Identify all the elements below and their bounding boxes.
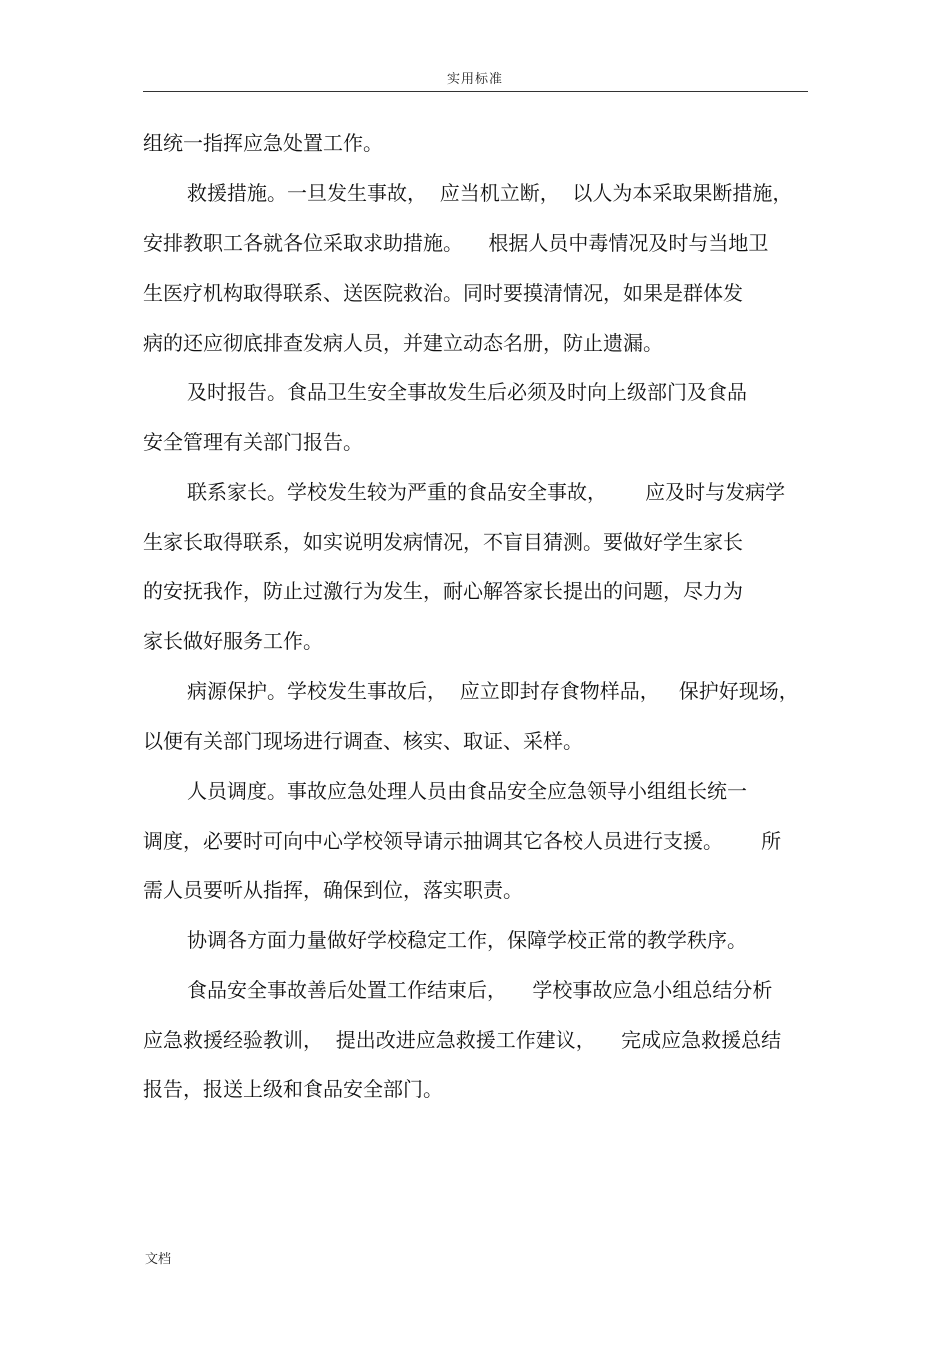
- body-line: 生医疗机构取得联系、送医院救治。同时要摸清情况，如果是群体发: [143, 281, 743, 305]
- body-line: 调度，必要时可向中心学校领导请示抽调其它各校人员进行支援。 所: [143, 829, 782, 853]
- body-line: 应急救援经验教训， 提出改进应急救援工作建议， 完成应急救援总结: [143, 1028, 782, 1052]
- body-line: 食品安全事故善后处置工作结束后， 学校事故应急小组总结分析: [187, 978, 773, 1002]
- body-line: 需人员要听从指挥，确保到位，落实职责。: [143, 878, 523, 902]
- body-line: 人员调度。事故应急处理人员由食品安全应急领导小组组长统一: [187, 779, 747, 803]
- header-divider: [143, 91, 808, 92]
- body-line: 家长做好服务工作。: [143, 629, 323, 653]
- page-footer-label: 文档: [145, 1252, 172, 1267]
- body-line: 联系家长。学校发生较为严重的食品安全事故， 应及时与发病学: [187, 480, 786, 504]
- body-line: 病的还应彻底排查发病人员，并建立动态名册，防止遗漏。: [143, 331, 663, 355]
- body-line: 的安抚我作，防止过激行为发生，耐心解答家长提出的问题，尽力为: [143, 579, 743, 603]
- body-line: 救援措施。一旦发生事故， 应当机立断， 以人为本采取果断措施，: [187, 181, 793, 205]
- body-line: 安全管理有关部门报告。: [143, 430, 363, 454]
- body-line: 报告，报送上级和食品安全部门。: [143, 1077, 443, 1101]
- body-line: 协调各方面力量做好学校稳定工作，保障学校正常的教学秩序。: [187, 928, 747, 952]
- body-line: 及时报告。食品卫生安全事故发生后必须及时向上级部门及食品: [187, 380, 747, 404]
- body-line: 生家长取得联系，如实说明发病情况，不盲目猜测。要做好学生家长: [143, 530, 743, 554]
- page-header-title: 实用标准: [446, 72, 503, 87]
- body-line: 安排教职工各就各位采取求助措施。 根据人员中毒情况及时与当地卫: [143, 231, 769, 255]
- body-line: 以便有关部门现场进行调查、核实、取证、采样。: [143, 729, 583, 753]
- body-line: 病源保护。学校发生事故后， 应立即封存食物样品， 保护好现场，: [187, 679, 799, 703]
- body-line: 组统一指挥应急处置工作。: [143, 131, 383, 155]
